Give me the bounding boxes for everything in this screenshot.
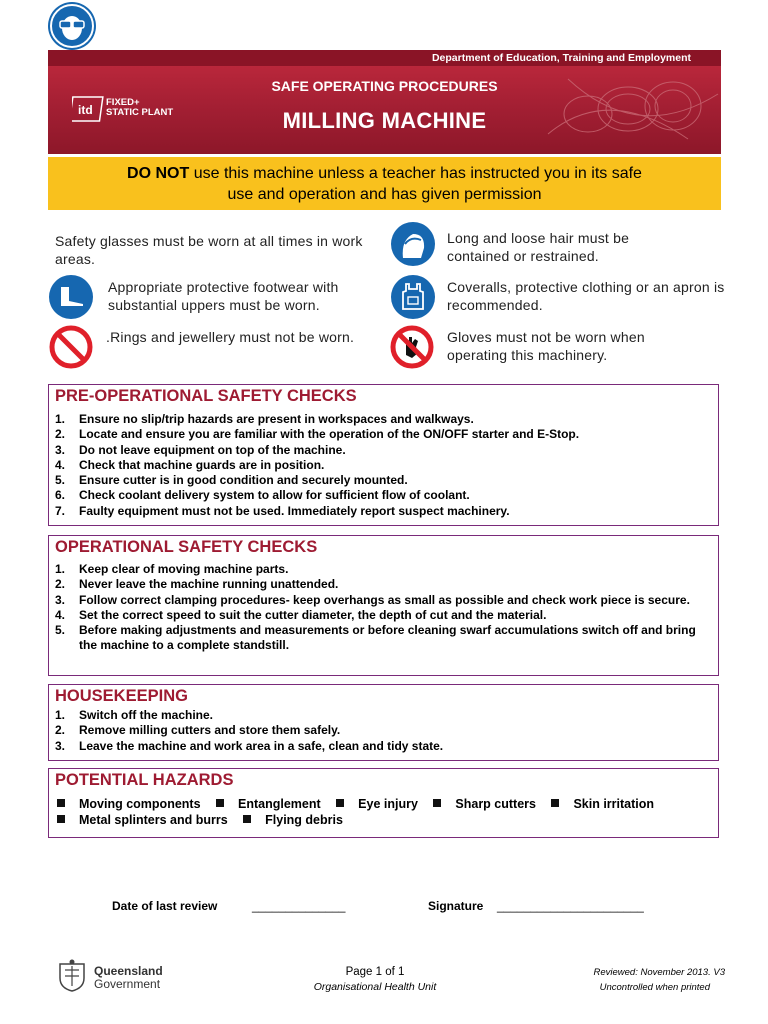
list-item: 3. Leave the machine and work area in a safe, clean and tidy state. [55, 738, 444, 753]
svg-text:itd: itd [78, 103, 93, 117]
ppe-coveralls-text: Coveralls, protective clothing or an apron is recommended. [447, 279, 725, 313]
bullet-square-icon [551, 799, 559, 807]
bullet-square-icon [57, 815, 65, 823]
list-item: 1. Ensure no slip/trip hazards are present in workspaces and walkways. [55, 412, 474, 426]
reviewed-date: Reviewed: November 2013. V3 [593, 967, 725, 978]
list-item: 7. Faulty equipment must not be used. Immediately report suspect machinery. [55, 503, 510, 518]
review-date-field[interactable]: ______________ [252, 899, 346, 913]
signature-field[interactable]: ______________________ [497, 899, 644, 913]
hair-restraint-icon [391, 222, 435, 266]
header-banner [48, 50, 721, 154]
government-logo-text: Queensland Government [94, 964, 163, 991]
bullet-square-icon [57, 799, 65, 807]
list-item: 2. Remove milling cutters and store them safely. [55, 723, 341, 738]
list-item: 6. Check coolant delivery system to allow for sufficient flow of coolant. [55, 488, 470, 503]
ppe-gloves-text: Gloves must not be worn when operating this machinery. [447, 329, 645, 363]
hazards-title: POTENTIAL HAZARDS [55, 771, 234, 789]
uncontrolled-note: Uncontrolled when printed [599, 982, 710, 993]
warning-bold: DO NOT [127, 165, 190, 182]
pre-operational-section [48, 384, 719, 526]
coveralls-icon [391, 275, 435, 319]
queensland-crest-icon [56, 958, 88, 997]
housekeeping-title: HOUSEKEEPING [55, 687, 188, 705]
hazards-section [48, 768, 719, 838]
bullet-square-icon [243, 815, 251, 823]
review-date-label: Date of last review [112, 899, 218, 913]
list-item: 2. Locate and ensure you are familiar with the operation of the ON/OFF starter and E-Stop. [55, 427, 580, 442]
ppe-footwear-text: Appropriate protective footwear with substantial uppers must be worn. [108, 279, 339, 313]
hazard-item: Eye injury [336, 797, 418, 811]
safety-glasses-icon [48, 2, 96, 50]
ppe-hair-text: Long and loose hair must be contained or restrained. [447, 230, 630, 264]
operational-title: OPERATIONAL SAFETY CHECKS [55, 538, 318, 556]
hazards-list [57, 796, 666, 828]
document-subtitle: SAFE OPERATING PROCEDURES [271, 78, 498, 94]
no-gloves-icon [390, 325, 434, 369]
hazard-item: Skin irritation [551, 797, 654, 811]
organisational-unit: Organisational Health Unit [313, 981, 437, 993]
bullet-square-icon [216, 799, 224, 807]
list-item: 1. Keep clear of moving machine parts. [55, 562, 289, 576]
itd-logo-icon [72, 96, 104, 127]
list-item: 5. Ensure cutter is in good condition and securely mounted. [55, 473, 408, 488]
hazard-item: Flying debris [243, 813, 343, 827]
housekeeping-section [48, 684, 719, 761]
list-item: 3. Do not leave equipment on top of the machine. [55, 442, 346, 457]
list-item: 4. Set the correct speed to suit the cutter diameter, the depth of cut and the material. [55, 607, 547, 622]
bullet-square-icon [433, 799, 441, 807]
signature-label: Signature [428, 899, 484, 913]
list-item: 3. Follow correct clamping procedures- keep overhangs as small as possible and check work piece is secure. [55, 592, 690, 607]
bullet-square-icon [336, 799, 344, 807]
warning-banner: DO NOT use this machine unless a teacher has instructed you in its safe use and operation and has given permission [48, 157, 721, 210]
ppe-glasses-text: Safety glasses must be worn at all times in work areas. [55, 233, 363, 267]
hazard-item: Sharp cutters [433, 797, 536, 811]
page-title: MILLING MACHINE [282, 108, 487, 133]
list-item: 2. Never leave the machine running unattended. [55, 577, 339, 592]
operational-section [48, 535, 719, 676]
list-item: 4. Check that machine guards are in position. [55, 457, 325, 472]
housekeeping-list [55, 708, 443, 754]
hazard-item: Metal splinters and burrs [57, 813, 228, 827]
department-name: Department of Education, Training and Employment [431, 52, 691, 64]
pre-operational-list [55, 412, 579, 519]
page-number: Page 1 of 1 [345, 966, 405, 978]
pre-operational-title: PRE-OPERATIONAL SAFETY CHECKS [55, 387, 357, 405]
logo-text: FIXED+ STATIC PLANT [106, 97, 174, 118]
hazard-item: Entanglement [216, 797, 321, 811]
ppe-rings-text: .Rings and jewellery must not be worn. [106, 329, 355, 345]
safety-boots-icon [49, 275, 93, 319]
list-item: 1. Switch off the machine. [55, 708, 214, 722]
hazard-item: Moving components [57, 797, 201, 811]
no-jewellery-icon [49, 325, 93, 369]
operational-list [55, 562, 705, 654]
list-item: 5. Before making adjustments and measurements or before cleaning swarf accumulations switch off and bring the machine to a complete standstill. [55, 623, 696, 653]
